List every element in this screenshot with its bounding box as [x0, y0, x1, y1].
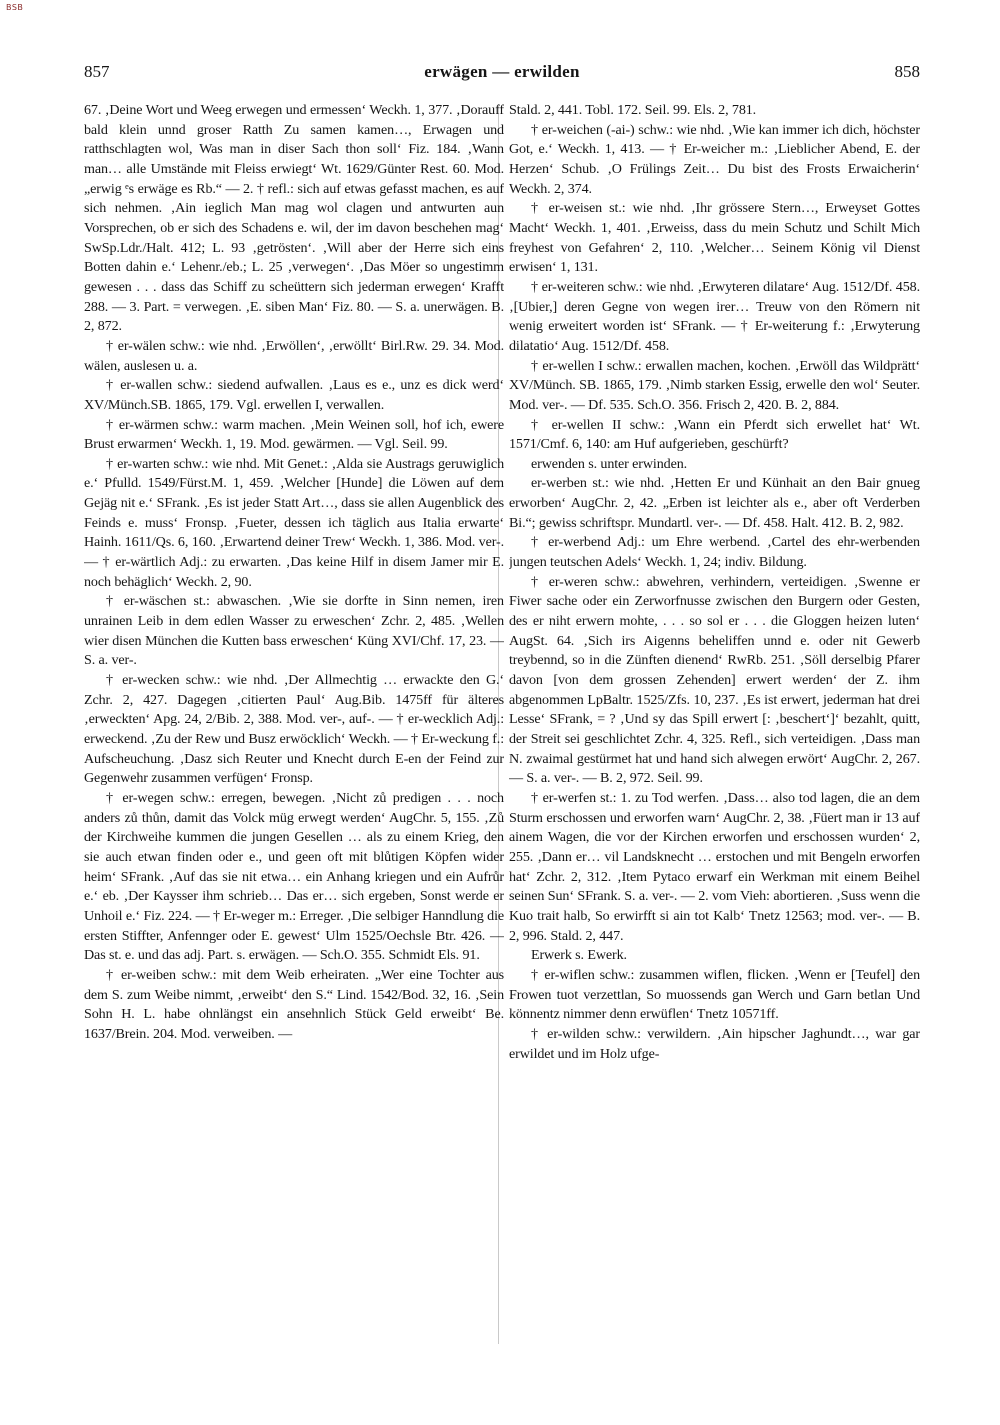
entry-erwenden: erwenden s. unter erwinden. — [531, 455, 688, 472]
entry-erweichen: † er-weichen (-ai-) schw.: wie nhd. ‚Wie kan immer ich dich, höchster Got, e.‘ Weckh. 1, 413. — † Er-weicher m.: ‚Lieblicher Abend, E. der Herzen‘ Schub. ‚O Frülings Zeit… Du bist des Frosts Erwaicherin‘ Weckh. 2, 374. — [509, 121, 920, 197]
entry-erwaeschen: † er-wäschen st.: abwaschen. ‚Wie sie dorfte in Sinn nemen, iren unrainen Leib in dem edlen Wasser zu erweschen‘ Zchr. 2, 485. ‚Wellen wier disen München die Kutten bass erweschen‘ Küng XVI/Chf. 17, 23. — S. a. ver-. — [84, 593, 504, 669]
entry-erweiteren: † er-weiteren schw.: wie nhd. ‚Erwyteren dilatare‘ Aug. 1512/Df. 458. ‚[Ubier,] deren Gegne von wegen irer… Treuw von den Römern nit wenig erweitert worden ist‘ SFrank. — † Er-weiterung f.: ‚Erwyterung dilatatio‘ Aug. 1512/Df. 458. — [509, 278, 920, 354]
left-page-number: 857 — [84, 62, 110, 81]
entry-erwellen-1: † er-wellen I schw.: erwallen machen, kochen. ‚Erwöll das Wildprätt‘ XV/Münch. SB. 1865, 179. ‚Nimb starken Essig, erwelle den wol‘ Seuter. Mod. ver-. — Df. 535. Sch.O. 356. Frisch 2, 420. B. 2, 884. — [509, 357, 920, 413]
entry-erwellen-2: † er-wellen II schw.: ‚Wann ein Pferdt sich erwellet hat‘ Wt. 1571/Cmf. 6, 140: am Huf aufgerieben, geschürft? — [509, 416, 920, 453]
entry-erwiflen: † er-wiflen schw.: zusammen wiflen, flicken. ‚Wenn er [Teufel] den Frowen tuot verzettlan, So muossends gan Werch und Garn betlan Und könnentz nimmer denn erwüflen‘ Tnetz 10571ff. — [509, 966, 920, 1023]
right-column — [509, 101, 920, 1351]
entry-erweren: † er-weren schw.: abwehren, verhindern, verteidigen. ‚Swenne er Fiwer sache oder ein Zerworfnusse zwischen den Burgern oder Gesten, des er niht erwern mohte, . . . so sol er . . . die Gloggen heizen luten‘ AugSt. 64. ‚Sich irs Aigenns beheliffen unnd e. oder nit Gewerb treybennd, so in die Zünften dienend‘ RwRb. 251. ‚Söll derselbig Pfarer davon [von dem grossen Zehenden] erwert werden‘ der Z. ihm abgenommen LpBaltr. 1525/Zfs. 10, 237. ‚Es ist erwert, jederman hat drei Lesse‘ SFrank, = ? ‚Und sy das Spill erwert [: ‚beschert‘]‘ bezahlt, quitt, der Streit sei geschlichtet Zchr. 4, 325. Refl., sich verteidigen. ‚Dass man N. zwaimal gestürmet hat und hand sich alwegen erwört‘ AugChr. 2, 267. — S. a. ver-. — B. 2, 972. Seil. 99. — [509, 573, 920, 787]
entry-erwegen: † er-wegen schw.: erregen, bewegen. ‚Nicht zů predigen . . . noch anders zů thůn, damit das Volck müg erwegt werden‘ AugChr. 5, 155. ‚Zů der Kirchweihe kummen die jungen Gesellen … als zu einem Krieg, den sie auch etwan finden oder e., und geen oft mit blůtigen Köpfen wider heim‘ SFrank. ‚Auf das sie nit etwa… ein Anhang kriegen und ein Aufrůr e.‘ eb. ‚Der Kaysser ihm schrieb… Das er… sich ergeben, Sonst werde er Unhoil e.‘ Fiz. 224. — † Er-weger m.: Erreger. ‚Die selbiger Hanndlung die ersten Stiffter, Anfennger oder E. gewest‘ Ulm 1525/Oechsle Btr. 426. — Das st. e. und das adj. Part. s. erwägen. — Sch.O. 355. Schmidt Els. 91. — [84, 789, 504, 964]
page-header — [84, 62, 920, 88]
entry-erwarten: † er-warten schw.: wie nhd. Mit Genet.: ‚Alda sie Austrags geruwiglich e.‘ Pfulld. 1549/Fürst.M. 1, 459. ‚Welcher [Hunde] die Löwen auf dem Gejäg nit e.‘ SFrank. ‚Es ist jeder Statt Art…, dass sie allen Augenblick des Feinds e. muss‘ Fronsp. ‚Fueter, dessen ich täglich aus Italia erwarte‘ Hainh. 1611/Qs. 6, 160. ‚Erwartend deiner Trew‘ Weckh. 1, 386. Mod. ver-. — † er-wärtlich Adj.: zu erwarten. ‚Das keine Hilf in disem Jamer mir E. noch behäglich‘ Weckh. 2, 90. — [84, 455, 504, 590]
left-column — [84, 101, 504, 1351]
entry-erwaermen: † er-wärmen schw.: warm machen. ‚Mein Weinen soll, hof ich, ewere Brust erwarmen‘ Weckh. 1, 19. Mod. gewärmen. — Vgl. Seil. 99. — [84, 416, 504, 453]
entry-erwallen: † er-wallen schw.: siedend aufwallen. ‚Laus es e., unz es dick werd‘ XV/Münch.SB. 1865, 179. Vgl. erwellen I, verwallen. — [84, 377, 504, 413]
entry-erwecken: † er-wecken schw.: wie nhd. ‚Der Allmechtig … erwackte den G.‘ Zchr. 2, 427. Dagegen ‚citierten Paul‘ Aug.Bib. 1475ff für älteres ‚erweckten‘ Apg. 24, 2/Bib. 2, 388. Mod. ver-, auf-. — † er-wecklich Adj.: erweckend. ‚Zu der Rew und Busz erwöcklich‘ Weckh. — † Er-weckung f.: Aufscheuchung. ‚Dasz sich Reuter und Knecht durch E-en der Feind zur Gegenwehr zusammen verfügen‘ Fronsp. — [84, 672, 504, 787]
entry-erwilden: † er-wilden schw.: verwildern. ‚Ain hipscher Jaghundt…, war gar erwildet und im Holz ufge- — [509, 1025, 920, 1062]
entry-erwerfen: † er-werfen st.: 1. zu Tod werfen. ‚Dass… also tod lagen, die an dem Sturm erschossen und erworfen warn‘ AugChr. 2, 38. ‚Füert man ir 13 auf ainem Wagen, die vor der Kirchen erworfen und erschossen wurden‘ 2, 255. ‚Dann er… vil Landsknecht … erstochen und mit Bengeln erworfen hat‘ Zchr. 2, 312. ‚Item Pytaco erwarf ein Werkman mit einem Beihel seinen Sun‘ SFrank. S. a. ver-. — 2. vom Vieh: abortieren. ‚Suss wenn die Kuo trait halb, So erwirfft si ain tot Kalb‘ Tnetz 12563; mod. ver-. — B. 2, 996. Stald. 2, 447. — [509, 789, 920, 944]
library-stamp: BSB — [6, 3, 24, 12]
entry-erweisen: † er-weisen st.: wie nhd. ‚Ihr grössere Stern…, Erweyset Gottes Macht‘ Weckh. 1, 401. ‚Erweiss, dass du mein Schutz und Schilt Mich freyhest von Gefahren‘ 2, 110. ‚Welcher… Seinem König vil Dienst erwisen‘ 1, 131. — [509, 200, 920, 276]
entry-erwaegen-continued: 67. ‚Deine Wort und Weeg erwegen und ermessen‘ Weckh. 1, 377. ‚Dorauff bald klein unnd groser Ratth Zu samen kamen…, Erwagen und ratthschlagten wol, Was man in diser Sach thon soll‘ Fiz. 184. ‚Wann man… alle Umstände mit Fleiss erwiegt‘ Wt. 1629/Günter Rest. 60. Mod. „erwig ᵉs erwäge es Rb.“ — 2. † refl.: sich auf etwas gefasst machen, es auf sich nehmen. ‚Ain ieglich Man mag wol clagen und antwurten aun Vorsprechen, ob er sich des Schadens e. wil, der im davon beschehen mag‘ SwSp.Ldr./Halt. 412; L. 93 ‚getrösten‘. ‚Will aber der Herre sich eins Botten dahin e.‘ Lehenr./eb.; L. 25 ‚verwegen‘. ‚Das Möer so ungestimm gewesen . . . dass das Schiff zu scheüttern sich jederman erwegen‘ Krafft 288. — 3. Part. = verwegen. ‚E. siben Man‘ Fiz. 80. — S. a. unerwägen. B. 2, 872. — [84, 102, 504, 335]
entry-erweiben: † er-weiben schw.: mit dem Weib erheiraten. „Wer eine Tochter aus dem S. zum Weibe nimmt, ‚erweibt‘ den S.“ Lind. 1542/Bod. 32, 16. ‚Sein Sohn H. L. habe ohnlängst ein ansehnlich Stück Geld erweibt‘ Be. 1637/Brein. 204. Mod. verweiben. — — [84, 966, 504, 1042]
entry-erwerbend: † er-werbend Adj.: um Ehre werbend. ‚Cartel des ehr-werbenden jungen teutschen Adels‘ Weckh. 1, 24; indiv. Bildung. — [509, 534, 920, 571]
right-page-number: 858 — [894, 62, 920, 81]
entry-erwaelen: † er-wälen schw.: wie nhd. ‚Erwöllen‘, ‚erwöllt‘ Birl.Rw. 29. 34. Mod. wälen, auslesen u. a. — [84, 337, 504, 374]
entry-erweiben-continued: Stald. 2, 441. Tobl. 172. Seil. 99. Els. 2, 781. — [509, 102, 757, 118]
entry-erwerk: Erwerk s. Ewerk. — [531, 947, 627, 964]
entry-erwerben: er-werben st.: wie nhd. ‚Hetten Er und Künhait an den Bair gnueg erworben‘ AugChr. 2, 42. „Erben ist leichter als e., aber oft Verderben Bi.“; gewiss schriftspr. Mundartl. ver-. — Df. 458. Halt. 412. B. 2, 982. — [509, 475, 920, 531]
page-title: erwägen — erwilden — [424, 62, 580, 81]
